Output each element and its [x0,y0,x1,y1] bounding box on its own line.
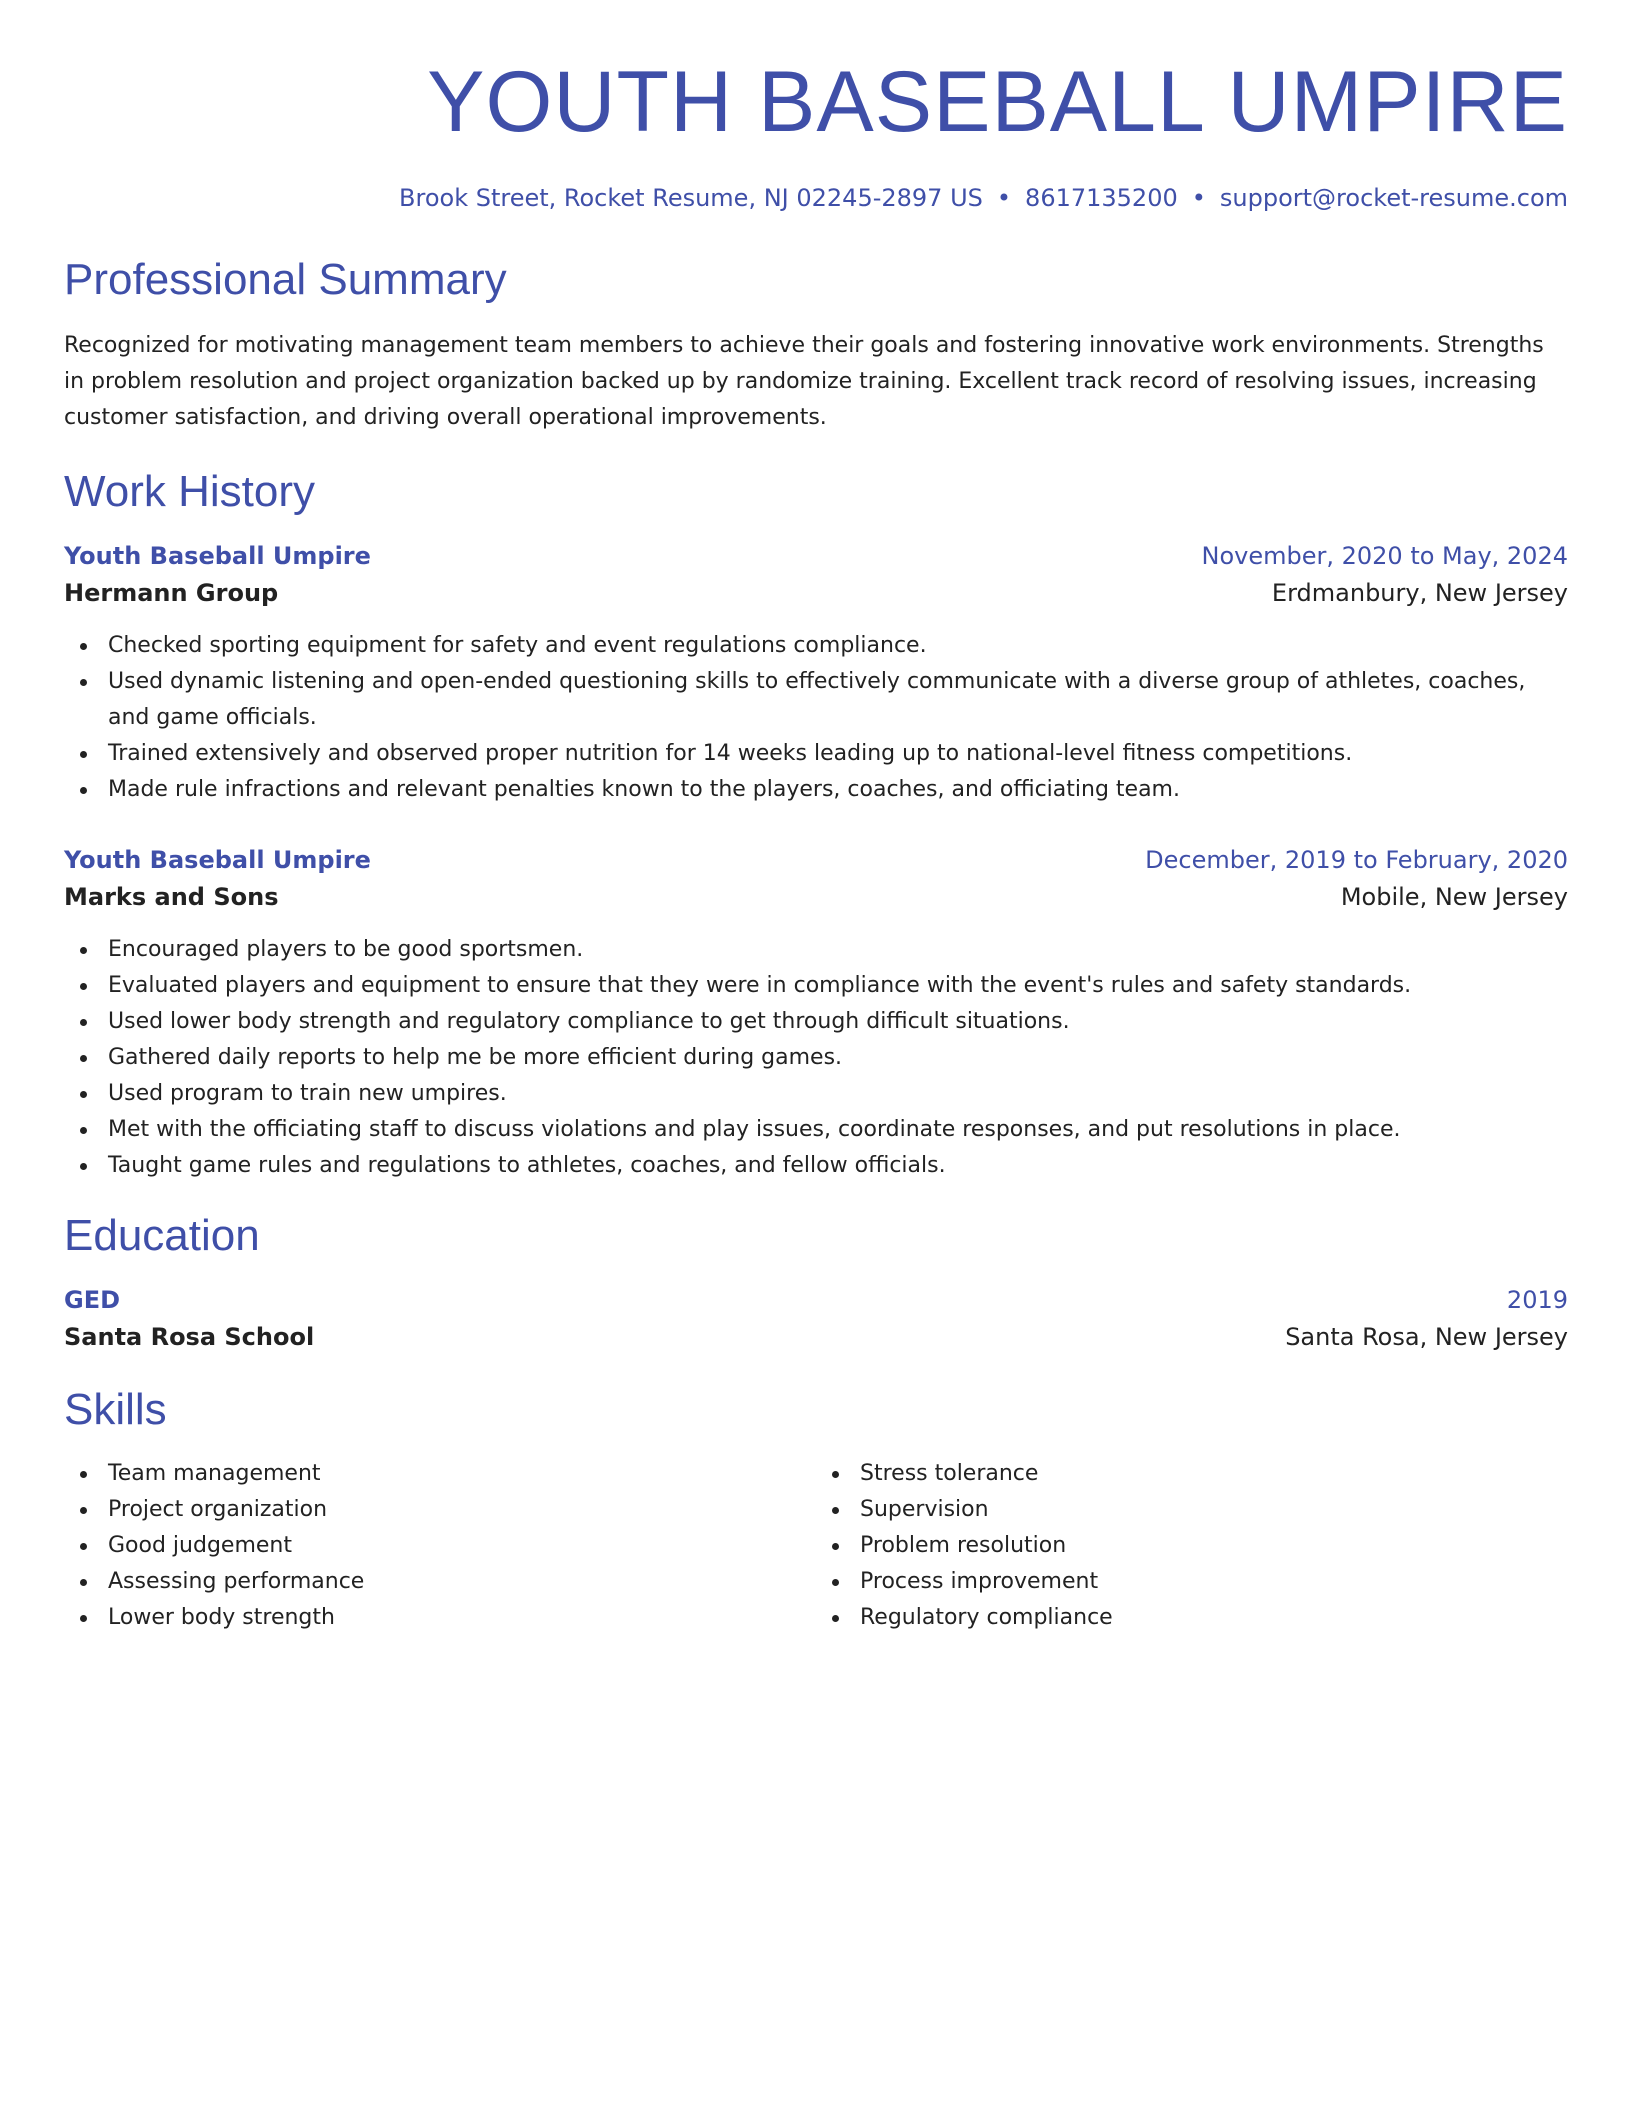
job-company-row [64,574,1568,612]
skills-section [64,1382,1568,1636]
skill-item: Regulatory compliance [816,1600,1568,1636]
job-entry [64,538,1568,808]
job-bullets [64,932,1568,1184]
skill-item: Stress tolerance [816,1456,1568,1492]
section-title-work-history: Work History [64,467,315,516]
contact-line [64,180,1568,216]
list-item: Made rule infractions and relevant penalties known to the players, coaches, and officiating team. [64,772,1568,808]
education-header-row [64,1282,1568,1318]
job-company: Hermann Group [64,579,279,607]
list-item: Gathered daily reports to help me be more efficient during games. [64,1040,1568,1076]
list-item: Encouraged players to be good sportsmen. [64,932,1568,968]
list-item: Trained extensively and observed proper nutrition for 14 weeks leading up to national-level fitness competitions. [64,736,1568,772]
job-dates: December, 2019 to February, 2020 [1145,846,1568,874]
education-school: Santa Rosa School [64,1323,315,1351]
skills-column-right [816,1456,1568,1636]
list-item: Used dynamic listening and open-ended questioning skills to effectively communicate with a diverse group of athletes, coaches, and game officials. [64,664,1568,736]
list-item: Met with the officiating staff to discuss violations and play issues, coordinate responses, and put resolutions in place. [64,1112,1568,1148]
skill-item: Good judgement [64,1528,816,1564]
contact-email[interactable]: support@rocket-resume.com [1219,184,1568,212]
skill-item: Supervision [816,1492,1568,1528]
job-company-row [64,878,1568,916]
job-header-row [64,538,1568,574]
job-bullets [64,628,1568,808]
section-title-summary: Professional Summary [64,255,507,304]
list-item: Used lower body strength and regulatory compliance to get through difficult situations. [64,1004,1568,1040]
contact-separator: • [996,184,1012,212]
education-entry [64,1282,1568,1356]
contact-address: Brook Street, Rocket Resume, NJ 02245-2897 US [399,184,983,212]
skill-item: Lower body strength [64,1600,816,1636]
education-location: Santa Rosa, New Jersey [1285,1323,1568,1351]
job-title: Youth Baseball Umpire [64,846,371,874]
job-location: Erdmanbury, New Jersey [1271,579,1568,607]
education-year: 2019 [1506,1286,1568,1314]
job-company: Marks and Sons [64,883,279,911]
job-header-row [64,842,1568,878]
resume-header [64,0,1568,216]
skill-item: Team management [64,1456,816,1492]
skills-column-left [64,1456,816,1636]
education-section [64,1208,1568,1356]
section-title-education: Education [64,1211,260,1260]
skill-item: Assessing performance [64,1564,816,1600]
list-item: Evaluated players and equipment to ensure that they were in compliance with the event's rules and safety standards. [64,968,1568,1004]
contact-phone: 8617135200 [1025,184,1178,212]
list-item: Used program to train new umpires. [64,1076,1568,1112]
education-degree: GED [64,1286,121,1314]
skill-item: Process improvement [816,1564,1568,1600]
skill-item: Problem resolution [816,1528,1568,1564]
contact-separator: • [1191,184,1206,212]
job-entry [64,842,1568,1184]
job-location: Mobile, New Jersey [1340,883,1568,911]
work-history-section [64,464,1568,1184]
list-item: Checked sporting equipment for safety and event regulations compliance. [64,628,1568,664]
summary-section [64,252,1568,436]
skills-grid [64,1456,1568,1636]
education-school-row [64,1318,1568,1356]
skill-item: Project organization [64,1492,816,1528]
job-title: Youth Baseball Umpire [64,542,371,570]
summary-text: Recognized for motivating management team members to achieve their goals and fostering innovative work environments. Strengths in problem resolution and project organization backed up by randomize training. Excellent track record of resolving issues, increasing customer satisfaction, and driving overall operational improvements. [64,333,1544,430]
list-item: Taught game rules and regulations to athletes, coaches, and fellow officials. [64,1148,1568,1184]
section-title-skills: Skills [64,1385,167,1434]
job-dates: November, 2020 to May, 2024 [1201,542,1568,570]
candidate-name: YOUTH BASEBALL UMPIRE [427,54,1568,150]
